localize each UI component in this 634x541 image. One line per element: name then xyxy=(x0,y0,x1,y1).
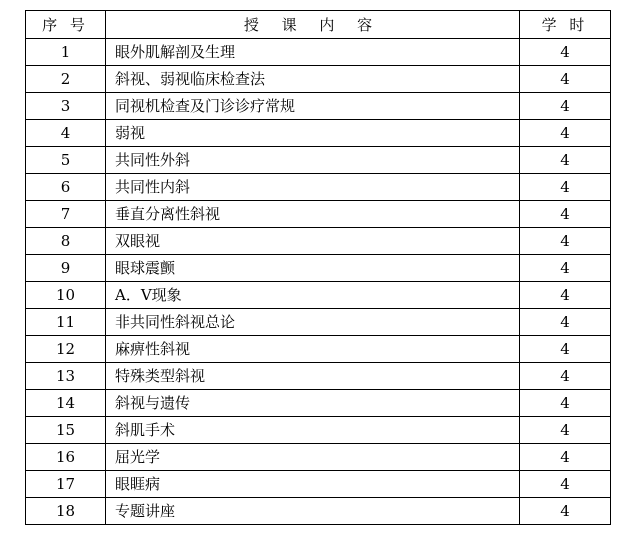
row-content: 非共同性斜视总论 xyxy=(106,309,520,336)
row-hours: 4 xyxy=(520,147,611,174)
row-content: 共同性内斜 xyxy=(106,174,520,201)
row-content: 斜视与遗传 xyxy=(106,390,520,417)
table-row xyxy=(26,120,611,147)
row-hours: 4 xyxy=(520,471,611,498)
row-content: 专题讲座 xyxy=(106,498,520,525)
header-hours: 学 时 xyxy=(520,11,611,39)
course-table xyxy=(25,10,611,525)
table-row xyxy=(26,309,611,336)
table-row xyxy=(26,93,611,120)
row-hours: 4 xyxy=(520,228,611,255)
row-content: 同视机检查及门诊诊疗常规 xyxy=(106,93,520,120)
table-row xyxy=(26,444,611,471)
table-row xyxy=(26,282,611,309)
row-hours: 4 xyxy=(520,39,611,66)
row-no: 11 xyxy=(26,309,106,336)
row-content: 特殊类型斜视 xyxy=(106,363,520,390)
table-row xyxy=(26,498,611,525)
row-hours: 4 xyxy=(520,444,611,471)
row-hours: 4 xyxy=(520,282,611,309)
row-hours: 4 xyxy=(520,390,611,417)
row-no: 7 xyxy=(26,201,106,228)
table-row xyxy=(26,201,611,228)
row-no: 3 xyxy=(26,93,106,120)
row-no: 9 xyxy=(26,255,106,282)
row-no: 8 xyxy=(26,228,106,255)
row-content: 共同性外斜 xyxy=(106,147,520,174)
table-row xyxy=(26,417,611,444)
row-content: 眼睚病 xyxy=(106,471,520,498)
row-hours: 4 xyxy=(520,498,611,525)
table-header-row xyxy=(26,11,611,39)
table-row xyxy=(26,255,611,282)
table-row xyxy=(26,39,611,66)
row-hours: 4 xyxy=(520,255,611,282)
table-row xyxy=(26,66,611,93)
row-content: 斜视、弱视临床检查法 xyxy=(106,66,520,93)
row-content: 麻痹性斜视 xyxy=(106,336,520,363)
row-no: 1 xyxy=(26,39,106,66)
row-content: 双眼视 xyxy=(106,228,520,255)
row-no: 10 xyxy=(26,282,106,309)
table-row xyxy=(26,363,611,390)
row-hours: 4 xyxy=(520,363,611,390)
row-content: 垂直分离性斜视 xyxy=(106,201,520,228)
header-content: 授 课 内 容 xyxy=(106,11,520,39)
row-no: 13 xyxy=(26,363,106,390)
table-row xyxy=(26,471,611,498)
row-content: 屈光学 xyxy=(106,444,520,471)
row-hours: 4 xyxy=(520,120,611,147)
table-row xyxy=(26,147,611,174)
row-hours: 4 xyxy=(520,93,611,120)
row-content: 眼球震颤 xyxy=(106,255,520,282)
table-row xyxy=(26,174,611,201)
table-row xyxy=(26,390,611,417)
row-content: 弱视 xyxy=(106,120,520,147)
row-no: 18 xyxy=(26,498,106,525)
row-no: 6 xyxy=(26,174,106,201)
row-hours: 4 xyxy=(520,174,611,201)
row-no: 5 xyxy=(26,147,106,174)
row-no: 14 xyxy=(26,390,106,417)
row-hours: 4 xyxy=(520,309,611,336)
row-content: A．V现象 xyxy=(106,282,520,309)
header-no: 序 号 xyxy=(26,11,106,39)
row-hours: 4 xyxy=(520,201,611,228)
row-no: 16 xyxy=(26,444,106,471)
row-hours: 4 xyxy=(520,336,611,363)
row-no: 17 xyxy=(26,471,106,498)
row-no: 15 xyxy=(26,417,106,444)
row-no: 4 xyxy=(26,120,106,147)
row-content: 斜肌手术 xyxy=(106,417,520,444)
row-content: 眼外肌解剖及生理 xyxy=(106,39,520,66)
row-no: 2 xyxy=(26,66,106,93)
table-row xyxy=(26,228,611,255)
row-hours: 4 xyxy=(520,66,611,93)
table-row xyxy=(26,336,611,363)
row-hours: 4 xyxy=(520,417,611,444)
row-no: 12 xyxy=(26,336,106,363)
